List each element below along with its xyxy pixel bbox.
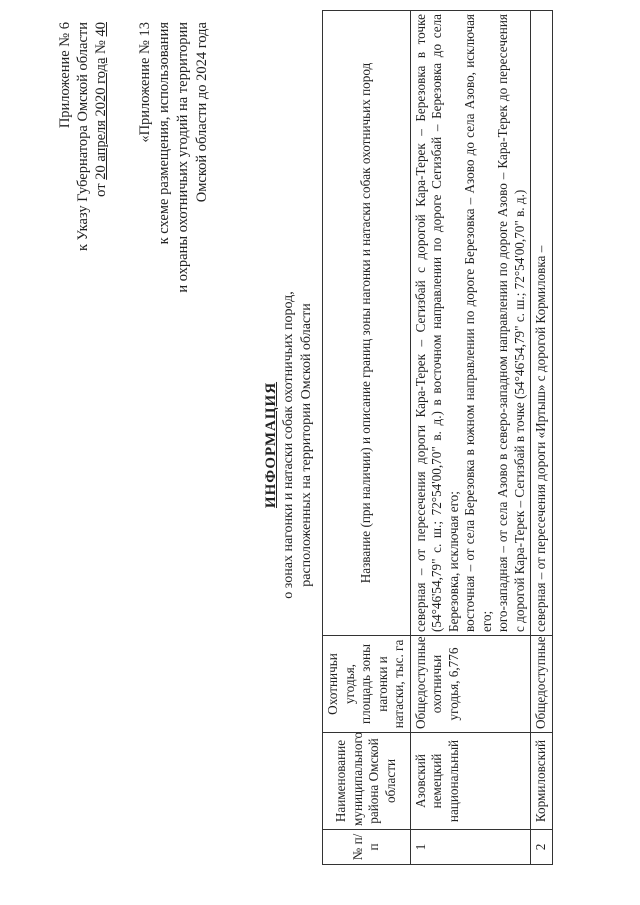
col-header-district: Наименование муниципального района Омской области: [323, 733, 411, 830]
col-header-description: Название (при наличии) и описание границ зоны нагонки и натаски собак охотничьих пород: [323, 11, 411, 636]
document-title: ИНФОРМАЦИЯ о зонах нагонки и натаски собак охотничьих пород, расположенных на территории Омской области: [262, 185, 316, 705]
col-header-number: № п/п: [323, 830, 411, 865]
appendix-number: Приложение № 6: [57, 22, 73, 129]
appendix-13-block: «Приложение № 13 к схеме размещения, использования и охраны охотничьих угодий на территории Омской области до 2024 года: [137, 22, 210, 293]
table-row: 2 Кормиловский Общедоступные северная – от пересечения дороги «Иртыш» с дорогой Кормиловка –: [531, 11, 553, 865]
decree-number: 40: [93, 22, 109, 37]
title-heading: ИНФОРМАЦИЯ: [263, 381, 279, 509]
hunting-zones-table: [322, 10, 553, 865]
zone-description: северная – от пересечения дороги «Иртыш» с дорогой Кормиловка –: [531, 11, 553, 636]
col-header-area: Охотничьи угодья, площадь зоны нагонки и натаски, тыс. га: [323, 636, 411, 733]
decree-date: 20 апреля 2020 года: [93, 57, 109, 180]
decree-line: к Указу Губернатора Омской области: [75, 22, 91, 252]
zone-description: северная – от пересечения дороги Кара-Терек – Сегизбай с дорогой Кара-Терек – Березовка в точке (54°46'54,79" с. ш.; 72°54'00,70" в. д.) в восточном направлении по дороге Сегизбай – Березовка до села Березовка, исключая его; восточная – от села Березовка в южном направлении по дороге Березовка – Азово до села Азово, исключая его; юго-западная – от села Азово в северо-западном направлении по дороге Азово – Кара-Терек до пересечения с дорогой Кара-Терек – Сегизбай в точке (54°46'54,79" с. ш.; 72°54'00,70" в. д.): [410, 11, 531, 636]
table-header-row: [323, 11, 411, 865]
appendix-header: [56, 22, 110, 352]
table-row: 1 Азовский немецкий национальный Общедоступные охотничьи угодья, 6,776 северная – от пересечения дороги Кара-Терек – Сегизбай с дорогой Кара-Терек – Березовка в точке (54°46'54,79" с. ш.; 72°54'00,70" в. д.) в восточном направлении по дороге Сегизбай – Березовка до села Березовка, исключая его; восточная – от села Березовка в южном направлении по дороге Березовка – Азово до села Азово, исключая его; юго-западная – от села Азово в северо-западном направлении по дороге Азово – Кара-Терек до пересечения с дорогой Кара-Терек – Сегизбай в точке (54°46'54,79" с. ш.; 72°54'00,70" в. д.): [410, 11, 531, 865]
decree-date-line: от 20 апреля 2020 года № 40: [93, 22, 109, 197]
